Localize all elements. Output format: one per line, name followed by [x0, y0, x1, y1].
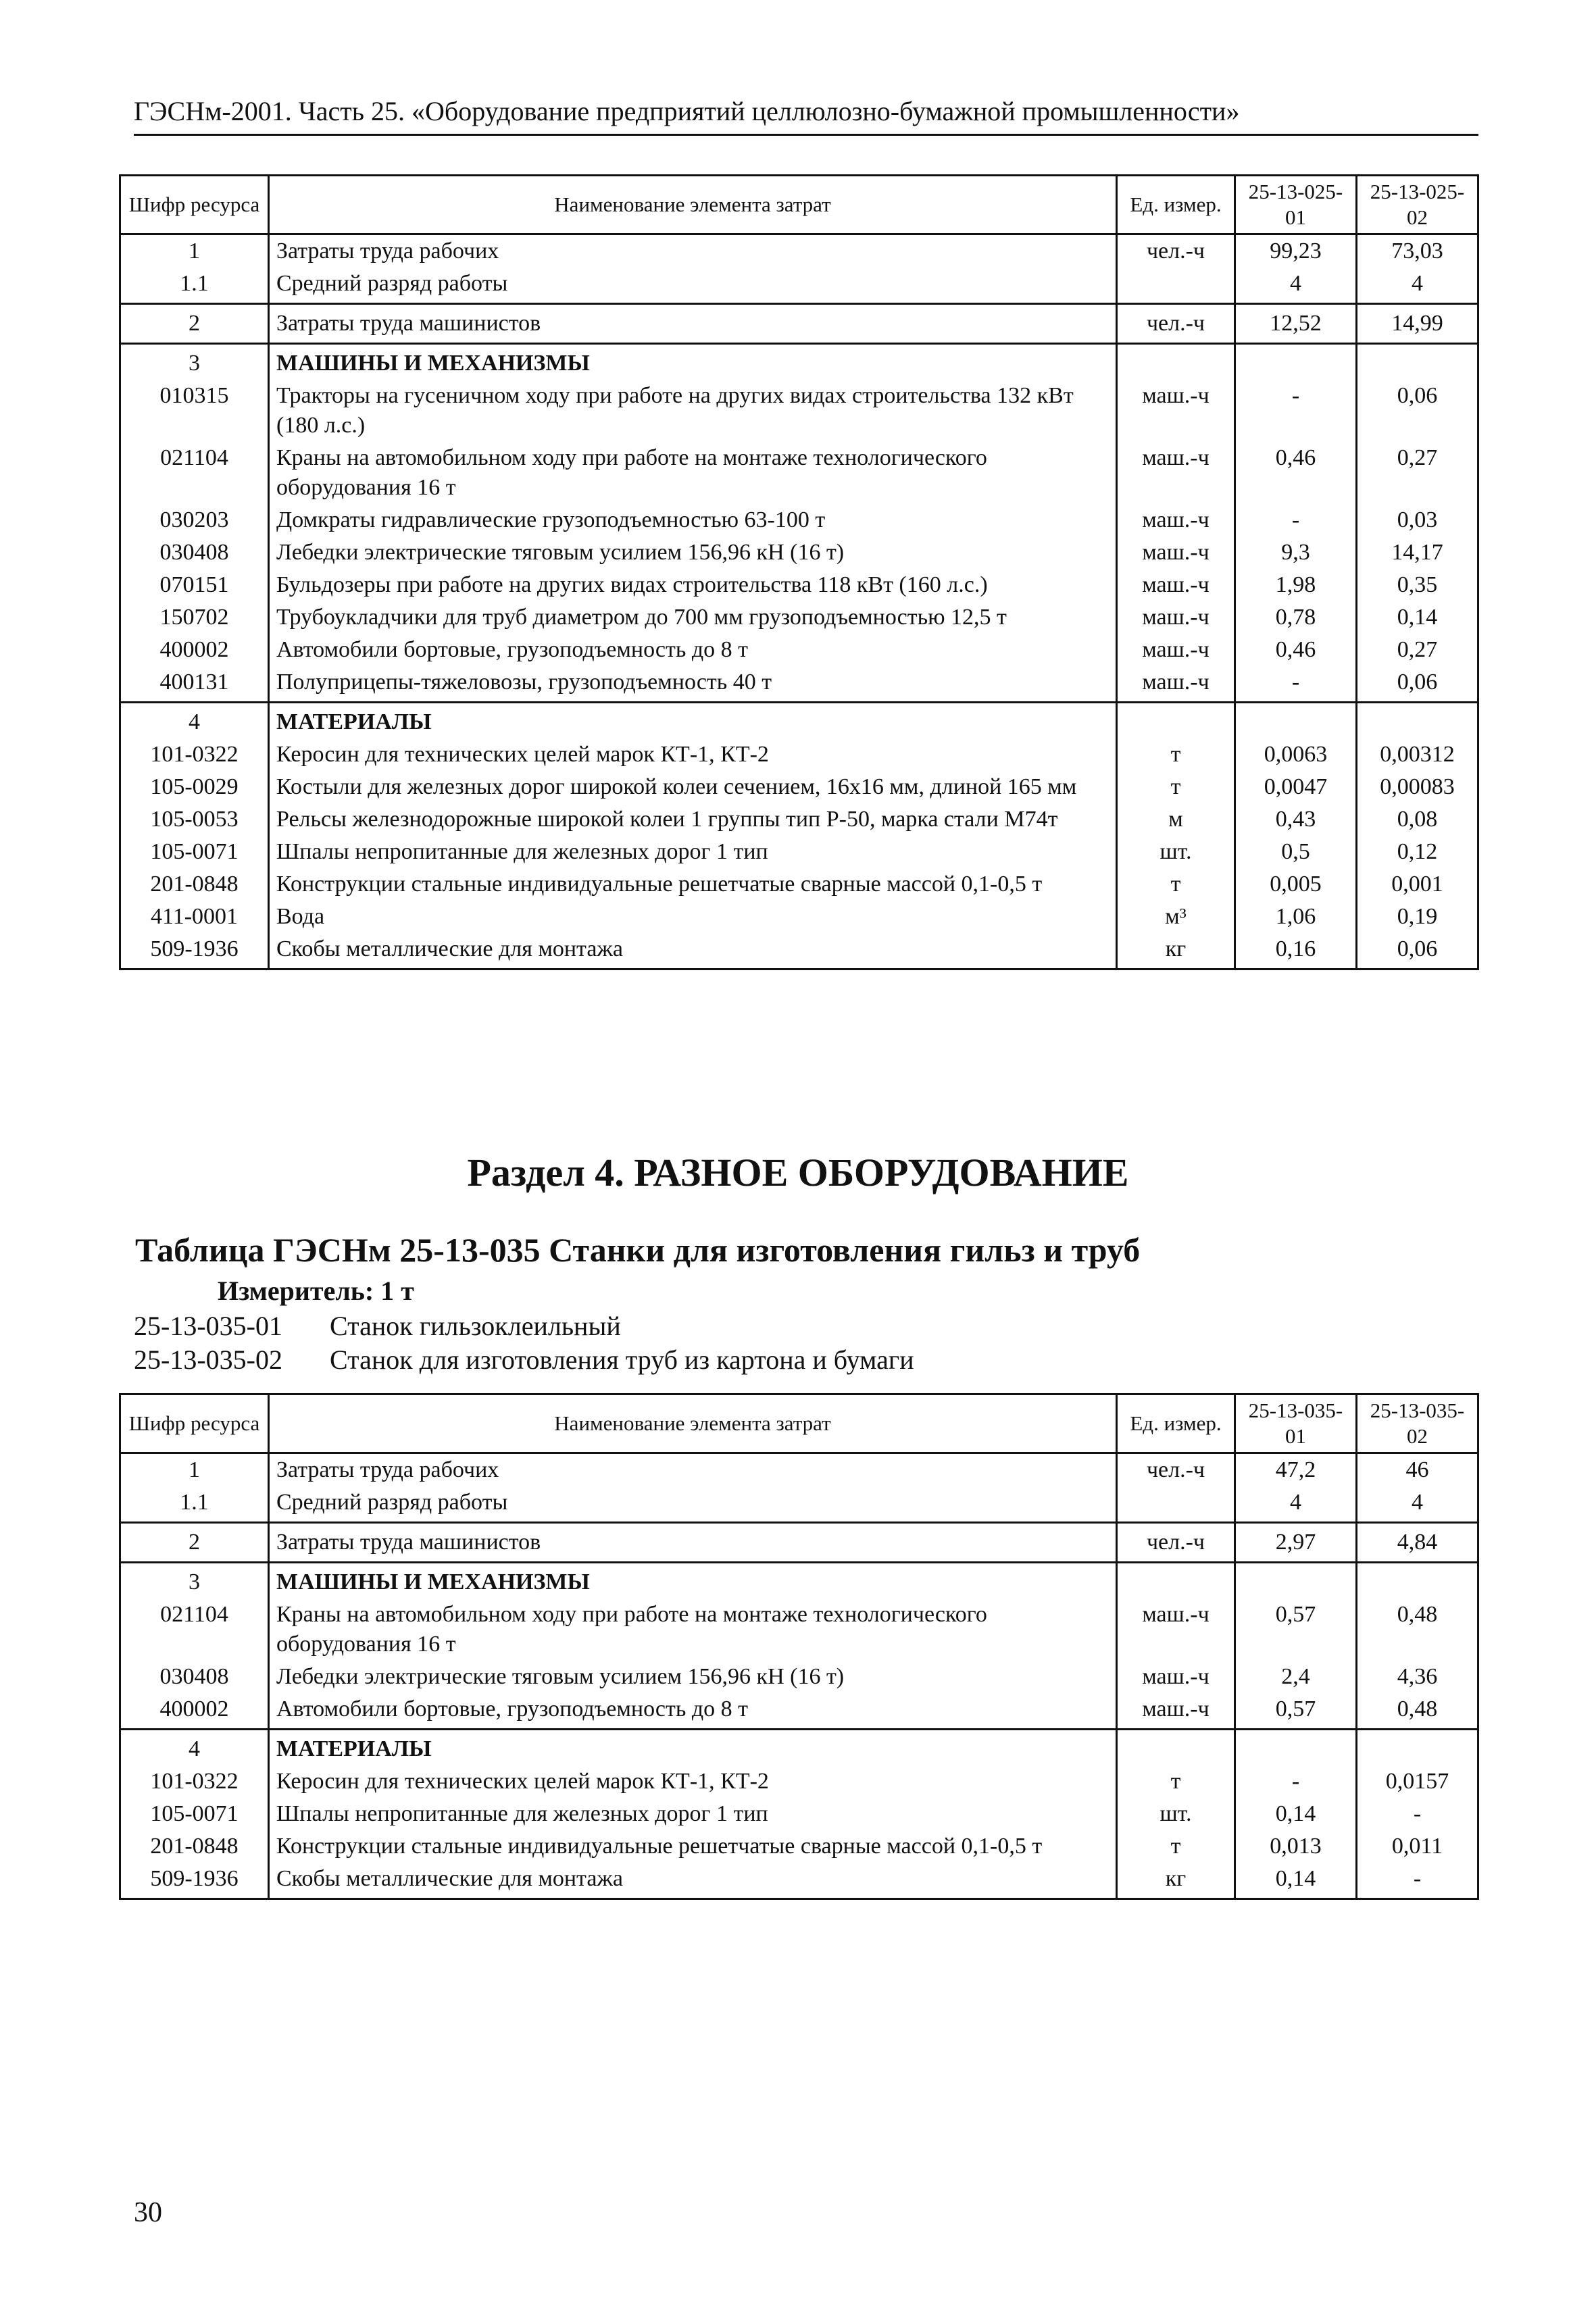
cost-element-name: Краны на автомобильном ходу при работе на монтаже технологического оборудования 16 т [269, 442, 1117, 504]
cost-element-name: Домкраты гидравлические грузоподъемностью 63-100 т [269, 504, 1117, 536]
resource-code: 400002 [120, 1693, 269, 1730]
resource-code: 105-0029 [120, 771, 269, 803]
resource-code: 101-0322 [120, 738, 269, 771]
cost-element-name: Скобы металлические для монтажа [269, 1863, 1117, 1899]
cost-element-name: Конструкции стальные индивидуальные решетчатые сварные массой 0,1-0,5 т [269, 1830, 1117, 1863]
value-variant-2: 0,12 [1357, 836, 1478, 868]
value-variant-2: 0,35 [1357, 569, 1478, 601]
cost-element-name: Средний разряд работы [269, 1486, 1117, 1523]
cost-element-name: Шпалы непропитанные для железных дорог 1 тип [269, 1798, 1117, 1830]
resource-code: 070151 [120, 569, 269, 601]
table-row [120, 569, 1478, 601]
cost-element-name: Автомобили бортовые, грузоподъемность до 8 т [269, 634, 1117, 666]
value-variant-1: 0,57 [1235, 1693, 1357, 1730]
cost-element-name: Костыли для железных дорог широкой колеи сечением, 16х16 мм, длиной 165 мм [269, 771, 1117, 803]
value-variant-1 [1235, 1730, 1357, 1766]
spec-name: Станок для изготовления труб из картона и бумаги [330, 1344, 914, 1375]
table-row [120, 1830, 1478, 1863]
spec-code: 25-13-035-02 [134, 1344, 282, 1375]
value-variant-1: 0,0047 [1235, 771, 1357, 803]
table-row [120, 1798, 1478, 1830]
value-variant-1: 47,2 [1235, 1453, 1357, 1487]
resource-code: 021104 [120, 1599, 269, 1661]
resource-code: 1.1 [120, 1486, 269, 1523]
col-header-name: Наименование элемента затрат [269, 176, 1117, 234]
value-variant-2: 0,27 [1357, 634, 1478, 666]
value-variant-2: 0,08 [1357, 803, 1478, 836]
unit-of-measure [1117, 268, 1235, 304]
value-variant-1: 0,16 [1235, 933, 1357, 970]
resource-code: 1 [120, 234, 269, 268]
value-variant-1: 99,23 [1235, 234, 1357, 268]
resource-code: 021104 [120, 442, 269, 504]
table-row [120, 1599, 1478, 1661]
value-variant-2: 14,17 [1357, 536, 1478, 569]
value-variant-1: 0,57 [1235, 1599, 1357, 1661]
value-variant-1: 9,3 [1235, 536, 1357, 569]
value-variant-2: 0,06 [1357, 666, 1478, 703]
unit-of-measure: маш.-ч [1117, 504, 1235, 536]
table-row [120, 868, 1478, 901]
table-row [120, 1661, 1478, 1693]
resource-code: 2 [120, 304, 269, 344]
table-row [120, 304, 1478, 344]
unit-of-measure: т [1117, 771, 1235, 803]
resource-code: 1 [120, 1453, 269, 1487]
table-row [120, 933, 1478, 970]
cost-element-name: Рельсы железнодорожные широкой колеи 1 группы тип Р-50, марка стали М74т [269, 803, 1117, 836]
unit-of-measure: кг [1117, 933, 1235, 970]
value-variant-2: 0,48 [1357, 1693, 1478, 1730]
resource-code: 400002 [120, 634, 269, 666]
resource-code: 4 [120, 703, 269, 739]
resource-code: 030408 [120, 536, 269, 569]
value-variant-1: 0,14 [1235, 1863, 1357, 1899]
unit-of-measure: кг [1117, 1863, 1235, 1899]
spec-name: Станок гильзоклеильный [330, 1311, 621, 1341]
table-row [120, 601, 1478, 634]
table-row [120, 536, 1478, 569]
value-variant-1: 0,14 [1235, 1798, 1357, 1830]
section-title: Раздел 4. РАЗНОЕ ОБОРУДОВАНИЕ [467, 1151, 1129, 1194]
unit-of-measure: маш.-ч [1117, 569, 1235, 601]
value-variant-2: 0,0157 [1357, 1765, 1478, 1798]
table-header-row [120, 176, 1478, 234]
resource-code: 030408 [120, 1661, 269, 1693]
table-header-row [120, 1394, 1478, 1453]
resource-code: 400131 [120, 666, 269, 703]
resource-code: 4 [120, 1730, 269, 1766]
resource-code: 509-1936 [120, 1863, 269, 1899]
resource-code: 101-0322 [120, 1765, 269, 1798]
value-variant-2: 0,03 [1357, 504, 1478, 536]
value-variant-1: 0,78 [1235, 601, 1357, 634]
col-header-code: Шифр ресурса [120, 1394, 269, 1453]
unit-of-measure: т [1117, 1765, 1235, 1798]
cost-element-name: Шпалы непропитанные для железных дорог 1 тип [269, 836, 1117, 868]
cost-element-name: Скобы металлические для монтажа [269, 933, 1117, 970]
value-variant-1 [1235, 344, 1357, 380]
col-header-variant-1: 25-13-035-01 [1235, 1394, 1357, 1453]
value-variant-1: 0,005 [1235, 868, 1357, 901]
unit-of-measure: маш.-ч [1117, 536, 1235, 569]
cost-element-name: Керосин для технических целей марок КТ-1, КТ-2 [269, 1765, 1117, 1798]
cost-element-name: МАТЕРИАЛЫ [269, 1730, 1117, 1766]
value-variant-2: 0,27 [1357, 442, 1478, 504]
unit-of-measure: м [1117, 803, 1235, 836]
page-number: 30 [134, 2197, 162, 2228]
unit-of-measure: маш.-ч [1117, 1599, 1235, 1661]
table-title: Таблица ГЭСНм 25-13-035 Станки для изготовления гильз и труб [135, 1231, 1141, 1269]
table-row [120, 268, 1478, 304]
table-row [120, 803, 1478, 836]
value-variant-2 [1357, 344, 1478, 380]
resource-code: 509-1936 [120, 933, 269, 970]
resource-code: 2 [120, 1523, 269, 1563]
table-row [120, 380, 1478, 442]
table-row [120, 666, 1478, 703]
header-divider [134, 134, 1478, 136]
table-row [120, 1863, 1478, 1899]
table-row [120, 1765, 1478, 1798]
value-variant-1 [1235, 1563, 1357, 1599]
value-variant-2: 0,00312 [1357, 738, 1478, 771]
unit-of-measure: шт. [1117, 1798, 1235, 1830]
value-variant-1: 0,43 [1235, 803, 1357, 836]
value-variant-1: 4 [1235, 1486, 1357, 1523]
value-variant-1: 1,06 [1235, 901, 1357, 933]
table-row [120, 771, 1478, 803]
cost-element-name: МАШИНЫ И МЕХАНИЗМЫ [269, 1563, 1117, 1599]
cost-element-name: Лебедки электрические тяговым усилием 156,96 кН (16 т) [269, 1661, 1117, 1693]
value-variant-2: 0,00083 [1357, 771, 1478, 803]
cost-element-name: Средний разряд работы [269, 268, 1117, 304]
resource-code: 3 [120, 1563, 269, 1599]
cost-element-name: Затраты труда машинистов [269, 1523, 1117, 1563]
col-header-variant-1: 25-13-025-01 [1235, 176, 1357, 234]
col-header-unit: Ед. измер. [1117, 176, 1235, 234]
value-variant-1: 12,52 [1235, 304, 1357, 344]
table-row [120, 1693, 1478, 1730]
value-variant-2: - [1357, 1798, 1478, 1830]
resource-code: 105-0053 [120, 803, 269, 836]
value-variant-2: 0,14 [1357, 601, 1478, 634]
value-variant-2 [1357, 1730, 1478, 1766]
resource-code: 010315 [120, 380, 269, 442]
value-variant-2: 73,03 [1357, 234, 1478, 268]
resource-code: 3 [120, 344, 269, 380]
table-row [120, 442, 1478, 504]
value-variant-2: 0,001 [1357, 868, 1478, 901]
cost-element-name: Бульдозеры при работе на других видах строительства 118 кВт (160 л.с.) [269, 569, 1117, 601]
col-header-variant-2: 25-13-035-02 [1357, 1394, 1478, 1453]
resource-code: 030203 [120, 504, 269, 536]
section-row [120, 1563, 1478, 1599]
unit-of-measure [1117, 703, 1235, 739]
spec-code: 25-13-035-01 [134, 1311, 282, 1341]
resource-code: 201-0848 [120, 1830, 269, 1863]
col-header-code: Шифр ресурса [120, 176, 269, 234]
cost-element-name: Краны на автомобильном ходу при работе на монтаже технологического оборудования 16 т [269, 1599, 1117, 1661]
cost-element-name: Лебедки электрические тяговым усилием 156,96 кН (16 т) [269, 536, 1117, 569]
resource-code: 150702 [120, 601, 269, 634]
cost-element-name: Конструкции стальные индивидуальные решетчатые сварные массой 0,1-0,5 т [269, 868, 1117, 901]
value-variant-2: 4,84 [1357, 1523, 1478, 1563]
table-row [120, 836, 1478, 868]
col-header-name: Наименование элемента затрат [269, 1394, 1117, 1453]
value-variant-2: - [1357, 1863, 1478, 1899]
resource-code: 411-0001 [120, 901, 269, 933]
cost-element-name: МАШИНЫ И МЕХАНИЗМЫ [269, 344, 1117, 380]
value-variant-1 [1235, 703, 1357, 739]
value-variant-2 [1357, 1563, 1478, 1599]
unit-of-measure: чел.-ч [1117, 1523, 1235, 1563]
table-row [120, 504, 1478, 536]
section-row [120, 344, 1478, 380]
page-header: ГЭСНм-2001. Часть 25. «Оборудование предприятий целлюлозно-бумажной промышленности» [134, 96, 1240, 126]
value-variant-1: - [1235, 1765, 1357, 1798]
value-variant-2: 0,19 [1357, 901, 1478, 933]
value-variant-1: 2,97 [1235, 1523, 1357, 1563]
unit-of-measure: маш.-ч [1117, 442, 1235, 504]
unit-of-measure: шт. [1117, 836, 1235, 868]
meter-label: Измеритель: 1 т [218, 1276, 414, 1306]
value-variant-1: 0,46 [1235, 442, 1357, 504]
unit-of-measure: т [1117, 868, 1235, 901]
value-variant-2: 0,06 [1357, 933, 1478, 970]
value-variant-2: 4 [1357, 1486, 1478, 1523]
table-row [120, 1486, 1478, 1523]
unit-of-measure [1117, 344, 1235, 380]
table-row [120, 1523, 1478, 1563]
table-row [120, 738, 1478, 771]
unit-of-measure: маш.-ч [1117, 666, 1235, 703]
value-variant-2: 0,48 [1357, 1599, 1478, 1661]
value-variant-2: 0,011 [1357, 1830, 1478, 1863]
cost-element-name: Вода [269, 901, 1117, 933]
cost-element-name: Затраты труда рабочих [269, 234, 1117, 268]
value-variant-1: 0,013 [1235, 1830, 1357, 1863]
unit-of-measure: т [1117, 738, 1235, 771]
spec-item [134, 1309, 621, 1343]
cost-element-name: Трубоукладчики для труб диаметром до 700 мм грузоподъемностью 12,5 т [269, 601, 1117, 634]
value-variant-2: 0,06 [1357, 380, 1478, 442]
value-variant-2: 14,99 [1357, 304, 1478, 344]
value-variant-1: - [1235, 380, 1357, 442]
value-variant-1: 0,0063 [1235, 738, 1357, 771]
section-row [120, 1730, 1478, 1766]
col-header-variant-2: 25-13-025-02 [1357, 176, 1478, 234]
cost-element-name: Керосин для технических целей марок КТ-1, КТ-2 [269, 738, 1117, 771]
resource-table-25-13-025 [119, 174, 1479, 970]
value-variant-2 [1357, 703, 1478, 739]
unit-of-measure: чел.-ч [1117, 234, 1235, 268]
cost-element-name: Тракторы на гусеничном ходу при работе на других видах строительства 132 кВт (180 л.с.) [269, 380, 1117, 442]
col-header-unit: Ед. измер. [1117, 1394, 1235, 1453]
value-variant-1: 0,5 [1235, 836, 1357, 868]
value-variant-1: - [1235, 666, 1357, 703]
section-row [120, 703, 1478, 739]
resource-code: 201-0848 [120, 868, 269, 901]
cost-element-name: Затраты труда машинистов [269, 304, 1117, 344]
unit-of-measure: м³ [1117, 901, 1235, 933]
value-variant-1: 2,4 [1235, 1661, 1357, 1693]
unit-of-measure: чел.-ч [1117, 304, 1235, 344]
resource-table-25-13-035 [119, 1393, 1479, 1900]
value-variant-1: 4 [1235, 268, 1357, 304]
value-variant-2: 46 [1357, 1453, 1478, 1487]
unit-of-measure: маш.-ч [1117, 601, 1235, 634]
table-row [120, 634, 1478, 666]
unit-of-measure [1117, 1730, 1235, 1766]
unit-of-measure: маш.-ч [1117, 380, 1235, 442]
unit-of-measure: чел.-ч [1117, 1453, 1235, 1487]
table-row [120, 901, 1478, 933]
unit-of-measure [1117, 1486, 1235, 1523]
spec-item [134, 1343, 914, 1377]
unit-of-measure: т [1117, 1830, 1235, 1863]
unit-of-measure: маш.-ч [1117, 1693, 1235, 1730]
value-variant-2: 4,36 [1357, 1661, 1478, 1693]
table-row [120, 1453, 1478, 1487]
unit-of-measure: маш.-ч [1117, 1661, 1235, 1693]
resource-code: 105-0071 [120, 1798, 269, 1830]
cost-element-name: Затраты труда рабочих [269, 1453, 1117, 1487]
value-variant-1: 0,46 [1235, 634, 1357, 666]
table-row [120, 234, 1478, 268]
value-variant-2: 4 [1357, 268, 1478, 304]
unit-of-measure [1117, 1563, 1235, 1599]
resource-code: 105-0071 [120, 836, 269, 868]
unit-of-measure: маш.-ч [1117, 634, 1235, 666]
cost-element-name: МАТЕРИАЛЫ [269, 703, 1117, 739]
cost-element-name: Автомобили бортовые, грузоподъемность до 8 т [269, 1693, 1117, 1730]
value-variant-1: 1,98 [1235, 569, 1357, 601]
cost-element-name: Полуприцепы-тяжеловозы, грузоподъемность 40 т [269, 666, 1117, 703]
value-variant-1: - [1235, 504, 1357, 536]
resource-code: 1.1 [120, 268, 269, 304]
